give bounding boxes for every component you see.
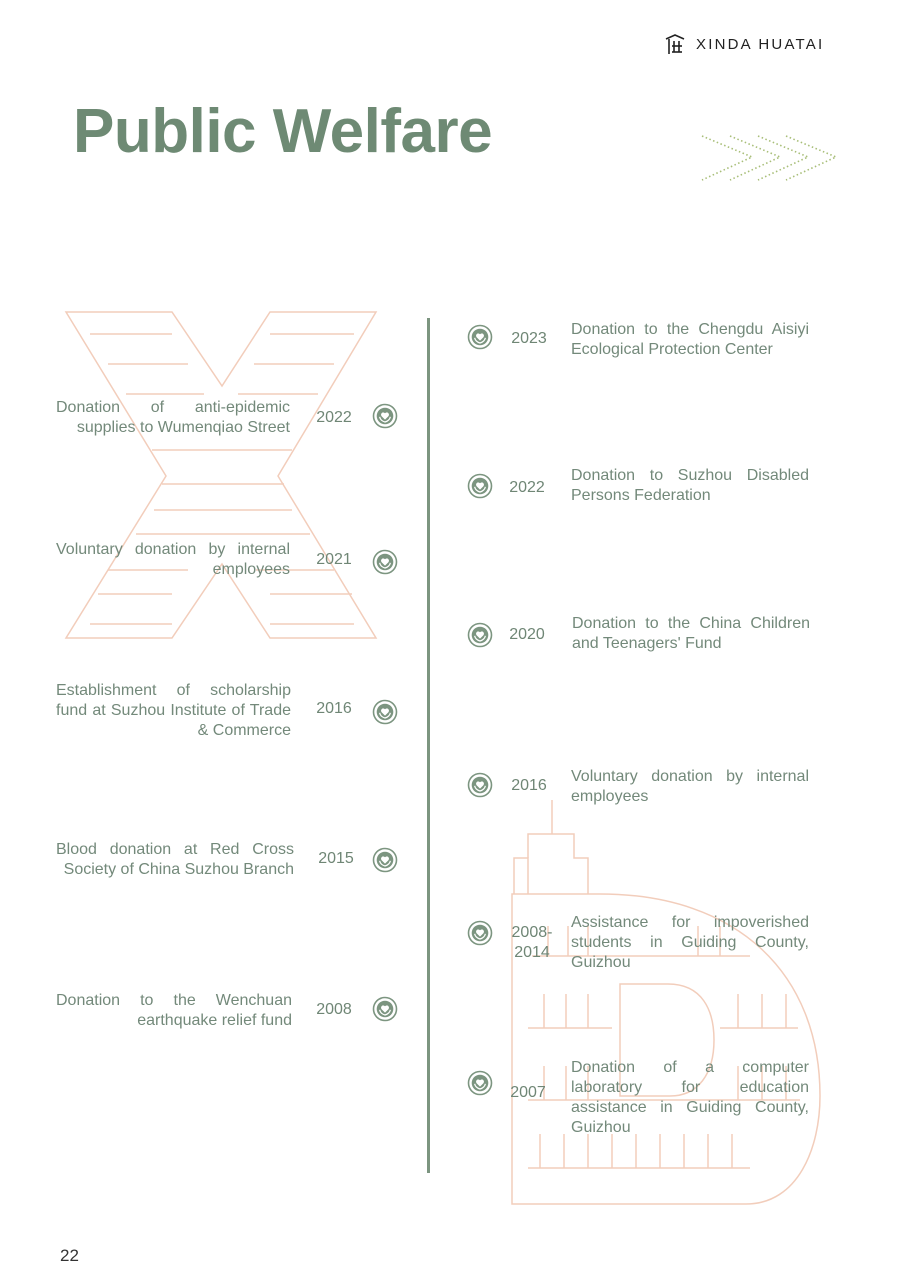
entry-description: Donation to the Chengdu Aisiyi Ecological Protection Center <box>571 321 809 358</box>
page-title: Public Welfare <box>73 97 493 166</box>
entry-year: 2008-2014 <box>511 924 553 961</box>
entry-description: Voluntary donation by internal employees <box>56 541 290 578</box>
timeline-entry-left-1 <box>56 398 401 442</box>
heart-hands-icon <box>372 996 398 1022</box>
entry-description: Donation to Suzhou Disabled Persons Federation <box>571 467 809 504</box>
entry-year: 2007 <box>510 1084 546 1101</box>
heart-hands-icon <box>467 772 493 798</box>
heart-hands-icon <box>467 473 493 499</box>
heart-hands-icon <box>372 549 398 575</box>
entry-description: Establishment of scholarship fund at Suzhou Institute of Trade & Commerce <box>56 682 291 739</box>
timeline-entry-left-4 <box>56 840 401 884</box>
entry-year: 2021 <box>316 551 352 568</box>
entry-description: Donation of a computer laboratory for education assistance in Guiding County, Guizhou <box>571 1059 809 1136</box>
page-number: 22 <box>60 1246 79 1265</box>
entry-year: 2016 <box>511 777 547 794</box>
heart-hands-icon <box>372 847 398 873</box>
entry-description: Voluntary donation by internal employees <box>571 768 809 805</box>
entry-year: 2022 <box>509 479 545 496</box>
decor-letter-d <box>508 796 828 1210</box>
heart-hands-icon <box>467 622 493 648</box>
timeline-entry-right-6 <box>467 1058 812 1136</box>
timeline-entry-left-2 <box>56 540 401 584</box>
timeline-entry-right-2 <box>467 466 812 510</box>
timeline-entry-left-5 <box>56 991 401 1035</box>
timeline-entry-left-3 <box>56 681 401 745</box>
heart-hands-icon <box>372 403 398 429</box>
entry-description: Donation of anti-epidemic supplies to Wumenqiao Street <box>56 399 290 436</box>
heart-hands-icon <box>467 1070 493 1096</box>
entry-description: Blood donation at Red Cross Society of China Suzhou Branch <box>56 841 294 878</box>
heart-hands-icon <box>467 920 493 946</box>
entry-description: Donation to the China Children and Teenagers' Fund <box>572 615 810 652</box>
entry-year: 2016 <box>316 700 352 717</box>
entry-description: Donation to the Wenchuan earthquake relief fund <box>56 992 292 1029</box>
entry-description: Assistance for impoverished students in Guiding County, Guizhou <box>571 914 809 971</box>
xinda-logo-icon <box>663 32 687 56</box>
brand <box>663 32 824 56</box>
heart-hands-icon <box>467 324 493 350</box>
decor-letter-x <box>62 308 382 642</box>
timeline-entry-right-1 <box>467 320 812 364</box>
timeline-entry-right-3 <box>467 614 812 658</box>
entry-year: 2008 <box>316 1001 352 1018</box>
entry-year: 2020 <box>509 626 545 643</box>
chevrons-icon <box>700 130 840 186</box>
timeline-entry-right-5 <box>467 913 812 977</box>
entry-year: 2023 <box>511 330 547 347</box>
timeline-divider <box>427 318 430 1173</box>
entry-year: 2022 <box>316 409 352 426</box>
entry-year: 2015 <box>318 850 354 867</box>
timeline-entry-right-4 <box>467 767 812 811</box>
heart-hands-icon <box>372 699 398 725</box>
brand-name: XINDA HUATAI <box>696 35 825 53</box>
